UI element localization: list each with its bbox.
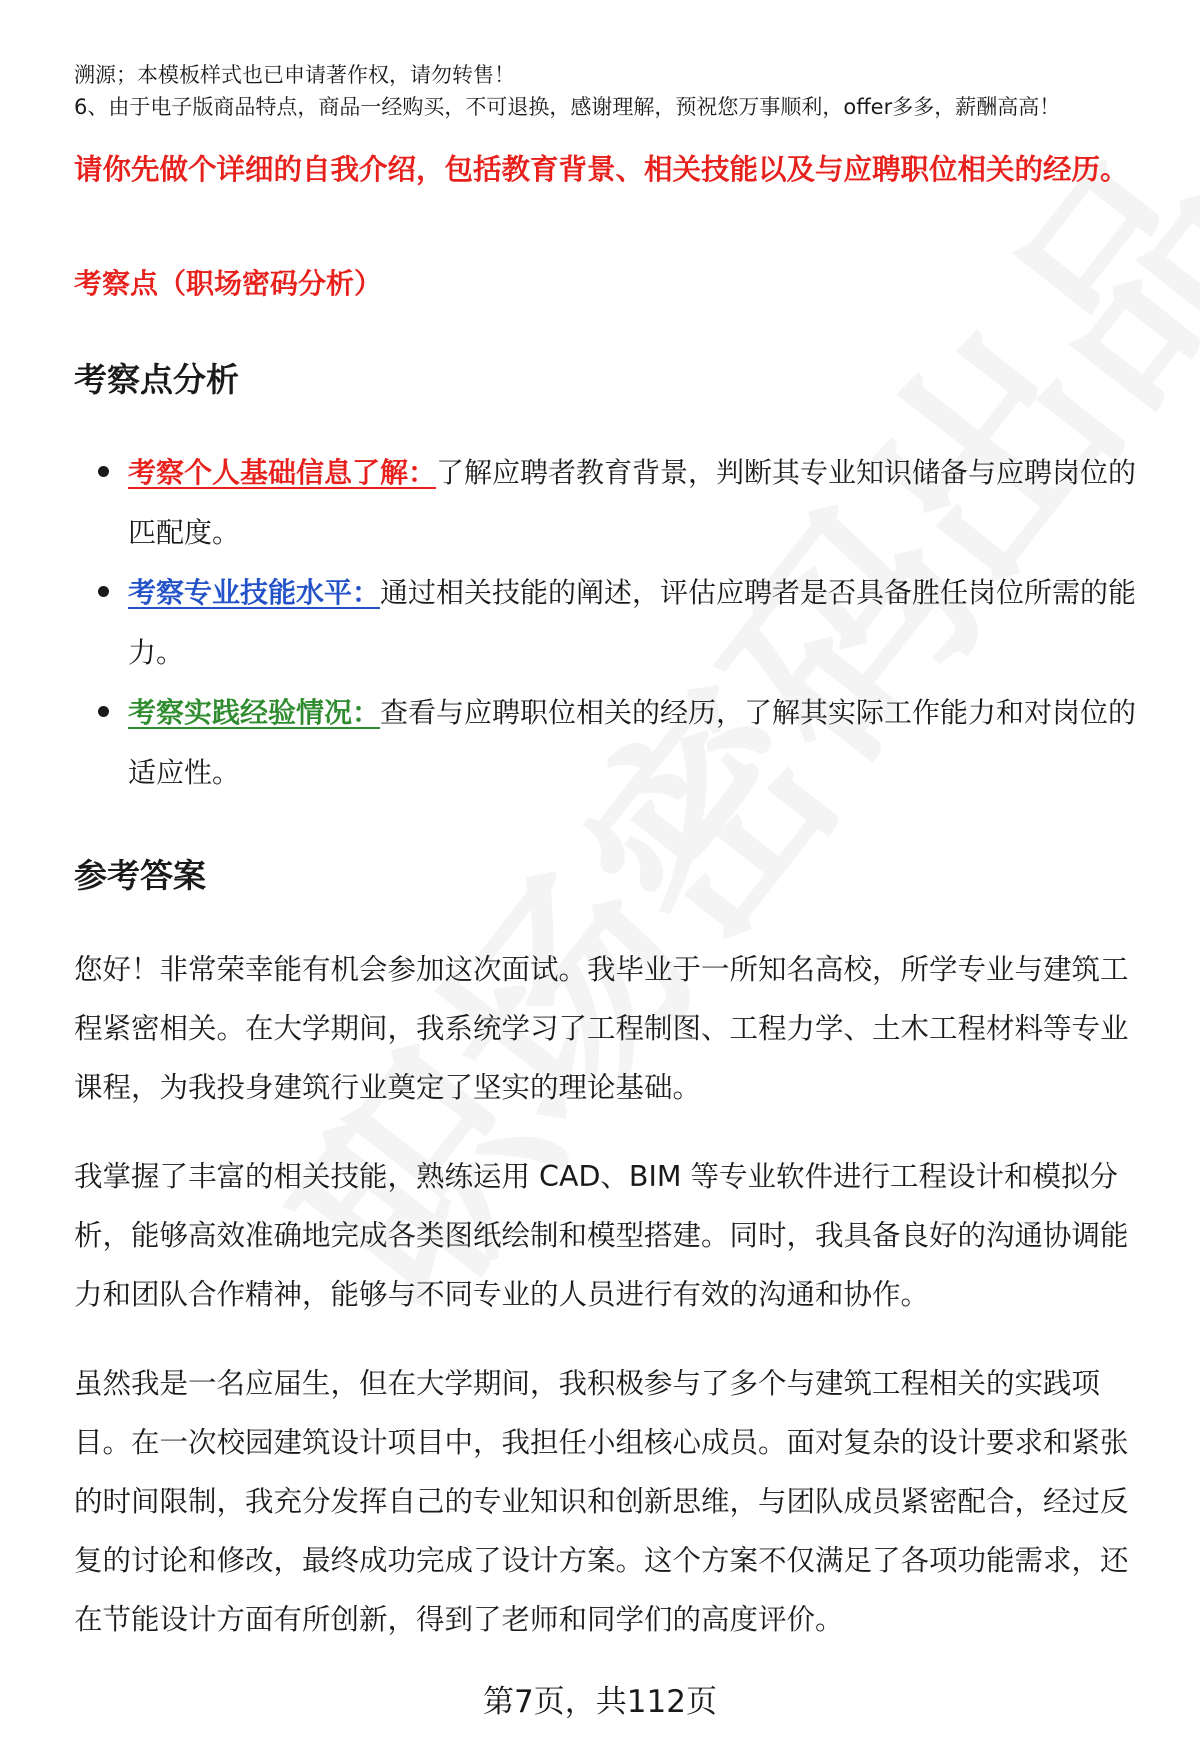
bullet-icon: [98, 466, 109, 477]
bullet-icon: [98, 706, 109, 717]
analysis-item-title: 考察实践经验情况：: [128, 696, 381, 729]
analysis-item-title: 考察专业技能水平：: [128, 576, 381, 609]
interview-question: 请你先做个详细的自我介绍，包括教育背景、相关技能以及与应聘职位相关的经历。: [74, 153, 1129, 186]
answer-heading: 参考答案: [74, 856, 206, 895]
analysis-item-title: 考察个人基础信息了解：: [128, 456, 437, 489]
exam-point-label: 考察点（职场密码分析）: [74, 267, 383, 300]
analysis-item-text: 了解应聘者教育背景，判断其专业知识储备与应聘岗位的匹配度。: [128, 456, 1137, 549]
bullet-icon: [98, 586, 109, 597]
page-number: 第7页，共112页: [483, 1684, 717, 1720]
analysis-list: [74, 443, 1146, 803]
analysis-item: [74, 563, 1146, 683]
answer-paragraph: 我掌握了丰富的相关技能，熟练运用 CAD、BIM 等专业软件进行工程设计和模拟分析，能够高效准确地完成各类图纸绘制和模型搭建。同时，我具备良好的沟通协调能力和团队合作精神，能够与不同专业的人员进行有效的沟通和协作。: [74, 1160, 1129, 1311]
notice-line-1: 溯源；本模板样式也已申请著作权，请勿转售！: [74, 63, 515, 87]
notice-line-2: 6、由于电子版商品特点，商品一经购买，不可退换，感谢理解，预祝您万事顺利，offer多多，薪酬高高！: [74, 95, 1061, 119]
answer-paragraph: 您好！非常荣幸能有机会参加这次面试。我毕业于一所知名高校，所学专业与建筑工程紧密相关。在大学期间，我系统学习了工程制图、工程力学、土木工程材料等专业课程，为我投身建筑行业奠定了坚实的理论基础。: [74, 953, 1129, 1104]
analysis-item-text: 查看与应聘职位相关的经历，了解其实际工作能力和对岗位的适应性。: [128, 696, 1137, 789]
analysis-item: [74, 443, 1146, 563]
analysis-item: [74, 683, 1146, 803]
analysis-heading: 考察点分析: [74, 360, 239, 399]
answer-paragraph: 虽然我是一名应届生，但在大学期间，我积极参与了多个与建筑工程相关的实践项目。在一次校园建筑设计项目中，我担任小组核心成员。面对复杂的设计要求和紧张的时间限制，我充分发挥自己的专业知识和创新思维，与团队成员紧密配合，经过反复的讨论和修改，最终成功完成了设计方案。这个方案不仅满足了各项功能需求，还在节能设计方面有所创新，得到了老师和同学们的高度评价。: [74, 1367, 1129, 1636]
analysis-item-text: 通过相关技能的阐述，评估应聘者是否具备胜任岗位所需的能力。: [128, 576, 1137, 669]
